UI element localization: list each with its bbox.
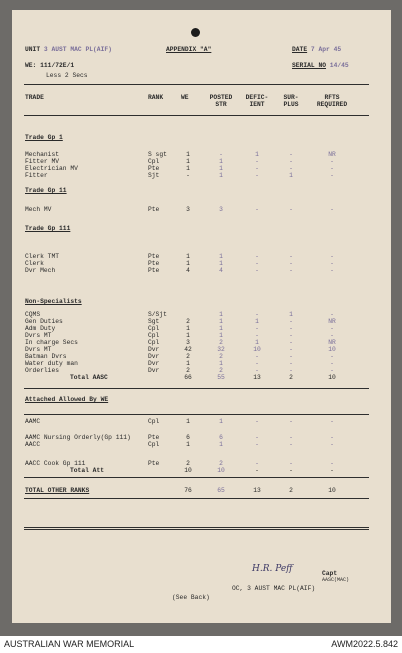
table-cell-rfts: - (330, 367, 334, 374)
table-cell-surplus: - (289, 151, 293, 158)
table-cell-rfts: - (330, 165, 334, 172)
table-cell-surplus: - (289, 434, 293, 441)
table-cell-posted: 1 (219, 325, 223, 332)
table-cell-posted: 1 (219, 332, 223, 339)
table-cell-rfts: - (330, 460, 334, 467)
table-cell-surplus: - (289, 260, 293, 267)
col-deficient: DEFIC- IENT (245, 94, 269, 108)
table-cell-rfts: - (330, 434, 334, 441)
table-cell-surplus: - (289, 346, 293, 353)
date-line: DATE 7 Apr 45 (292, 46, 342, 53)
table-cell-surplus: - (289, 253, 293, 260)
total-cell-rfts: - (330, 467, 334, 474)
table-cell-we: 1 (186, 165, 190, 172)
total-cell-surplus: - (289, 467, 293, 474)
table-cell-rank: Sgt (148, 318, 160, 325)
table-cell-deficient: - (255, 367, 259, 374)
table-cell-rfts: - (330, 253, 334, 260)
table-cell-trade: Batman Dvrs (25, 353, 67, 360)
col-trade: TRADE (25, 94, 44, 101)
archive-id: AWM2022.5.842 (331, 639, 398, 649)
table-cell-we: 1 (186, 260, 190, 267)
we-line: WE: 111/72E/1 (25, 62, 75, 69)
archive-name: AUSTRALIAN WAR MEMORIAL (4, 639, 135, 649)
table-cell-rfts: - (330, 158, 334, 165)
table-cell-posted: 1 (219, 158, 223, 165)
unit-line: UNIT 3 AUST MAC PL(AIF) (25, 46, 112, 53)
table-cell-rfts: - (330, 311, 334, 318)
see-back: (See Back) (172, 594, 210, 601)
table-cell-rank: S/Sjt (148, 311, 167, 318)
table-cell-deficient: - (255, 325, 259, 332)
table-cell-we: 4 (186, 267, 190, 274)
table-cell-we: 42 (184, 346, 192, 353)
table-cell-posted: 3 (219, 206, 223, 213)
table-cell-surplus: - (289, 158, 293, 165)
table-cell-trade: Clerk TMT (25, 253, 60, 260)
col-rfts: RFTS REQUIRED (316, 94, 348, 108)
section-heading: Trade Gp 111 (25, 225, 71, 232)
table-cell-deficient: - (255, 267, 259, 274)
table-cell-rank: Pte (148, 267, 160, 274)
total-cell-we: 66 (184, 374, 192, 381)
table-cell-surplus: - (289, 318, 293, 325)
table-cell-rank: Cpl (148, 158, 160, 165)
grand-total-cell-surplus: 2 (289, 487, 293, 494)
table-cell-trade: Water duty man (25, 360, 78, 367)
grand-total-cell-trade: TOTAL OTHER RANKS (25, 487, 90, 494)
table-cell-deficient: 1 (255, 151, 259, 158)
sign-unit: OC, 3 AUST MAC PL(AIF) (232, 585, 316, 592)
col-surplus: SUR- PLUS (283, 94, 299, 108)
table-cell-rank: Pte (148, 206, 160, 213)
table-cell-rank: Cpl (148, 325, 160, 332)
table-cell-trade: AACC Cook Gp 111 (25, 460, 86, 467)
table-cell-posted: 1 (219, 172, 223, 179)
table-cell-posted: - (219, 151, 223, 158)
table-cell-posted: 6 (219, 434, 223, 441)
table-cell-rank: Pte (148, 260, 160, 267)
table-cell-trade: CQMS (25, 311, 41, 318)
table-cell-posted: 1 (219, 360, 223, 367)
table-cell-rank: Pte (148, 434, 160, 441)
table-cell-rank: Cpl (148, 441, 160, 448)
rule (24, 477, 369, 478)
table-cell-trade: Orderlies (25, 367, 60, 374)
grand-total-cell-we: 76 (184, 487, 192, 494)
table-cell-rfts: - (330, 418, 334, 425)
table-cell-rfts: - (330, 206, 334, 213)
table-cell-deficient: - (255, 311, 259, 318)
table-cell-rank: Pte (148, 253, 160, 260)
table-cell-we: 1 (186, 441, 190, 448)
table-cell-trade: Mech MV (25, 206, 52, 213)
table-cell-posted: 1 (219, 418, 223, 425)
table-cell-trade: Dvr Mech (25, 267, 56, 274)
table-cell-we: 2 (186, 460, 190, 467)
rule (24, 388, 369, 389)
table-cell-trade: AAMC (25, 418, 41, 425)
table-cell-we: 1 (186, 360, 190, 367)
archive-footer (0, 636, 402, 653)
table-cell-posted: 2 (219, 460, 223, 467)
table-cell-deficient: - (255, 353, 259, 360)
table-cell-we: 1 (186, 158, 190, 165)
table-cell-surplus: - (289, 367, 293, 374)
table-cell-posted: 1 (219, 253, 223, 260)
table-cell-surplus: - (289, 353, 293, 360)
table-cell-posted: 2 (219, 339, 223, 346)
table-cell-surplus: - (289, 360, 293, 367)
table-cell-surplus: - (289, 339, 293, 346)
table-cell-rfts: - (330, 441, 334, 448)
table-cell-we: - (186, 172, 190, 179)
table-cell-trade: Dvrs MT (25, 346, 52, 353)
table-cell-posted: 1 (219, 441, 223, 448)
grand-total-cell-posted: 65 (217, 487, 225, 494)
table-cell-deficient: - (255, 332, 259, 339)
table-cell-posted: 2 (219, 353, 223, 360)
table-cell-rfts: - (330, 325, 334, 332)
table-cell-rfts: - (330, 172, 334, 179)
table-cell-we: 3 (186, 206, 190, 213)
table-cell-trade: AAMC Nursing Orderly(Gp 111) (25, 434, 131, 441)
table-cell-deficient: - (255, 360, 259, 367)
total-cell-posted: 55 (217, 374, 225, 381)
table-cell-rank: Cpl (148, 339, 160, 346)
total-cell-we: 10 (184, 467, 192, 474)
table-cell-rfts: - (330, 332, 334, 339)
table-cell-deficient: - (255, 434, 259, 441)
table-cell-deficient: - (255, 441, 259, 448)
table-cell-rank: Cpl (148, 332, 160, 339)
sign-stamp: AASC(MAC) (322, 577, 350, 583)
table-cell-surplus: - (289, 206, 293, 213)
table-cell-trade: Mechanist (25, 151, 60, 158)
serial-line: SERIAL NO 14/45 (292, 62, 349, 69)
table-cell-deficient: - (255, 172, 259, 179)
col-posted: POSTED STR (209, 94, 233, 108)
rule (24, 498, 369, 499)
table-cell-deficient: 1 (255, 339, 259, 346)
table-cell-we: 2 (186, 367, 190, 374)
table-cell-trade: Electrician MV (25, 165, 78, 172)
section-heading: Attached Allowed By WE (25, 396, 109, 403)
table-cell-posted: 1 (219, 318, 223, 325)
table-cell-surplus: 1 (289, 172, 293, 179)
table-cell-deficient: - (255, 158, 259, 165)
table-cell-trade: Dvrs MT (25, 332, 52, 339)
punch-hole (191, 28, 200, 37)
table-cell-we: 1 (186, 332, 190, 339)
table-cell-surplus: - (289, 332, 293, 339)
table-cell-we: 1 (186, 253, 190, 260)
total-cell-trade: Total Att (70, 467, 105, 474)
table-cell-rfts: - (330, 353, 334, 360)
table-cell-deficient: - (255, 460, 259, 467)
table-cell-posted: 4 (219, 267, 223, 274)
total-cell-trade: Total AASC (70, 374, 108, 381)
table-cell-trade: Gen Duties (25, 318, 63, 325)
table-cell-rank: Pte (148, 460, 160, 467)
appendix-title: APPENDIX "A" (166, 46, 212, 53)
table-cell-rfts: NR (328, 318, 336, 325)
table-cell-surplus: - (289, 418, 293, 425)
rule (24, 115, 369, 116)
table-cell-posted: 32 (217, 346, 225, 353)
total-cell-surplus: 2 (289, 374, 293, 381)
table-cell-posted: 2 (219, 367, 223, 374)
table-cell-rfts: - (330, 260, 334, 267)
table-cell-surplus: - (289, 441, 293, 448)
table-cell-we: 2 (186, 353, 190, 360)
total-cell-rfts: 10 (328, 374, 336, 381)
table-cell-rank: Dvr (148, 346, 160, 353)
table-cell-rank: Sjt (148, 172, 160, 179)
sign-rank: Capt (322, 570, 338, 577)
table-cell-deficient: 10 (253, 346, 261, 353)
table-cell-surplus: - (289, 267, 293, 274)
rule (24, 84, 369, 85)
table-cell-surplus: - (289, 460, 293, 467)
table-cell-rfts: NR (328, 151, 336, 158)
total-cell-deficient: - (255, 467, 259, 474)
rule (24, 414, 369, 415)
col-we: WE (181, 94, 189, 101)
table-cell-rfts: - (330, 267, 334, 274)
table-cell-trade: Fitter MV (25, 158, 60, 165)
table-cell-trade: AACC (25, 441, 41, 448)
table-cell-trade: Adm Duty (25, 325, 56, 332)
table-cell-trade: In charge Secs (25, 339, 78, 346)
table-cell-we: 2 (186, 318, 190, 325)
rule (24, 527, 369, 528)
col-rank: RANK (148, 94, 164, 101)
table-cell-rank: Dvr (148, 360, 160, 367)
table-cell-rank: Dvr (148, 353, 160, 360)
total-cell-deficient: 13 (253, 374, 261, 381)
rule (24, 529, 369, 530)
table-cell-deficient: - (255, 165, 259, 172)
table-cell-trade: Fitter (25, 172, 48, 179)
table-cell-we: 6 (186, 434, 190, 441)
total-cell-posted: 10 (217, 467, 225, 474)
table-cell-we: 1 (186, 418, 190, 425)
table-cell-posted: 1 (219, 311, 223, 318)
table-cell-surplus: - (289, 165, 293, 172)
table-cell-posted: 1 (219, 260, 223, 267)
table-cell-we: 3 (186, 339, 190, 346)
table-cell-we: 1 (186, 151, 190, 158)
table-cell-rank: S sgt (148, 151, 167, 158)
table-cell-rfts: NR (328, 339, 336, 346)
table-cell-rank: Dvr (148, 367, 160, 374)
table-cell-surplus: 1 (289, 311, 293, 318)
table-cell-deficient: - (255, 418, 259, 425)
table-cell-rfts: - (330, 360, 334, 367)
table-cell-rfts: 10 (328, 346, 336, 353)
table-cell-trade: Clerk (25, 260, 44, 267)
table-cell-deficient: - (255, 253, 259, 260)
table-cell-deficient: - (255, 206, 259, 213)
table-cell-rank: Pte (148, 165, 160, 172)
section-heading: Non-Specialists (25, 298, 82, 305)
table-cell-surplus: - (289, 325, 293, 332)
table-cell-we: 1 (186, 325, 190, 332)
table-cell-posted: 1 (219, 165, 223, 172)
table-cell-deficient: 1 (255, 318, 259, 325)
section-heading: Trade Gp 1 (25, 134, 63, 141)
less-note: Less 2 Secs (46, 72, 88, 79)
grand-total-cell-rfts: 10 (328, 487, 336, 494)
grand-total-cell-deficient: 13 (253, 487, 261, 494)
signature: H.R. Peff (252, 564, 293, 574)
table-cell-rank: Cpl (148, 418, 160, 425)
section-heading: Trade Gp 11 (25, 187, 67, 194)
table-cell-deficient: - (255, 260, 259, 267)
